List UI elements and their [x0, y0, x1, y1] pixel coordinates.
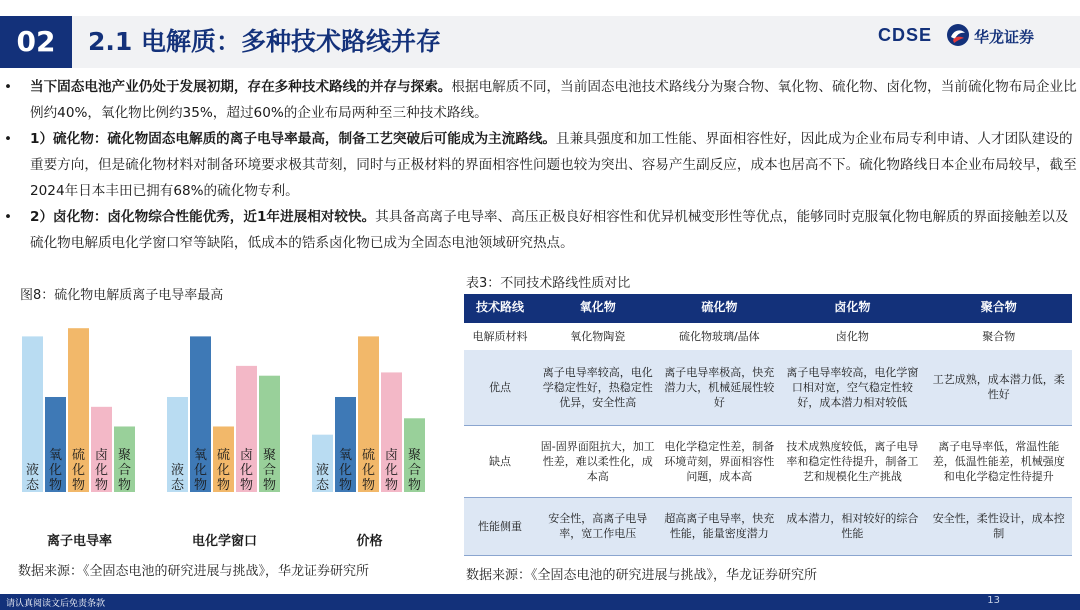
- bar-label: 氧化物: [48, 448, 63, 493]
- figure-title: 图8：硫化物电解质离子电导率最高: [20, 288, 224, 303]
- bullet-bold: 当下固态电池产业仍处于发展初期，存在多种技术路线的并存与探索。: [30, 79, 452, 95]
- table-cell: 硫化物玻璃/晶体: [659, 322, 779, 350]
- bullet-text: 且兼具强度和加工性能、界面相容性好，因此成为企业布局专利申请、人才团队建设的重要方向，但是硫化物材料对制备环境要求极其苛刻，同时与正极材料的界面相容性问题也较为突出、容易产生副反应，成本也居高不下。硫化物路线日本企业布局较早，截至2024年日本丰田已拥有68%的硫化物专利。: [30, 131, 1077, 199]
- dragon-logo-icon: [946, 23, 970, 47]
- page-title: 2.1 电解质：多种技术路线并存: [88, 27, 441, 56]
- table-row-label: 缺点: [464, 425, 536, 497]
- footer-bar: [0, 594, 1080, 610]
- logo-text-en: CDSE: [878, 25, 933, 45]
- category-label: 电化学窗口: [191, 534, 258, 549]
- bar-label: 卤化物: [384, 448, 399, 493]
- bar-label: 硫化物: [216, 448, 231, 493]
- bullet-item: [2, 74, 1078, 126]
- category-label: 离子电导率: [46, 534, 113, 549]
- table-row-label: 电解质材料: [464, 322, 536, 350]
- table-cell: 离子电导率极高，快充潜力大，机械延展性较好: [659, 350, 779, 425]
- table-header-cell: 卤化物: [779, 294, 925, 322]
- figure-source: 数据来源：《全固态电池的研究进展与挑战》，华龙证券研究所: [18, 564, 370, 579]
- table-cell: 固-固界面阻抗大，加工性差，难以柔性化，成本高: [536, 425, 659, 497]
- bullet-text: 其具备高离子电导率、高压正极良好相容性和优异机械变形性等优点，能够同时克服氧化物电解质的界面接触差以及硫化物电解质电化学窗口窄等缺陷，低成本的锆系卤化物已成为全固态电池领域研究热点。: [30, 209, 1069, 251]
- table-cell: 技术成熟度较低，离子电导率和稳定性待提升，制备工艺和规模化生产挑战: [779, 425, 925, 497]
- section-number: 02: [0, 16, 72, 68]
- table-cell: 安全性，柔性设计，成本控制: [926, 497, 1072, 555]
- bar-label: 聚合物: [262, 448, 277, 493]
- bar-label: 硫化物: [361, 448, 376, 493]
- bullet-text: 根据电解质不同，当前固态电池技术路线分为聚合物、氧化物、硫化物、卤化物，当前硫化物布局企业比例约40%，氧化物比例约35%，超过60%的企业布局两种至三种技术路线。: [30, 79, 1077, 121]
- table-row: [464, 350, 1072, 425]
- table-cell: 工艺成熟，成本潜力低，柔性好: [926, 350, 1072, 425]
- bullet-bold: 2）卤化物：卤化物综合性能优秀，近1年进展相对较快。: [30, 209, 376, 225]
- bar-label: 卤化物: [239, 448, 254, 493]
- bar-label: 聚合物: [117, 448, 132, 493]
- bar-label: 硫化物: [71, 448, 86, 493]
- table-cell: 离子电导率较高，电化学窗口相对宽，空气稳定性较好，成本潜力相对较低: [779, 350, 925, 425]
- table-cell: 离子电导率低，常温性能差，低温性能差，机械强度和电化学稳定性待提升: [926, 425, 1072, 497]
- table-cell: 成本潜力，相对较好的综合性能: [779, 497, 925, 555]
- bar-label: 氧化物: [338, 448, 353, 493]
- table-row-label: 性能侧重: [464, 497, 536, 555]
- table-source: 数据来源：《全固态电池的研究进展与挑战》，华龙证券研究所: [466, 568, 818, 583]
- bullet-item: [2, 126, 1078, 204]
- table-header-row: [464, 294, 1072, 322]
- bar-label: 液态: [315, 463, 330, 493]
- bar-label: 聚合物: [407, 448, 422, 493]
- table-header-cell: 技术路线: [464, 294, 536, 322]
- table-cell: 超高离子电导率，快充性能，能量密度潜力: [659, 497, 779, 555]
- table-header-cell: 硫化物: [659, 294, 779, 322]
- bullet-marker: •: [4, 79, 13, 95]
- table-cell: 氧化物陶瓷: [536, 322, 659, 350]
- comparison-table: [464, 294, 1072, 556]
- bullet-bold: 1）硫化物：硫化物固态电解质的离子电导率最高，制备工艺突破后可能成为主流路线。: [30, 131, 557, 147]
- table-cell: 离子电导率较高，电化学稳定性好，热稳定性优异，安全性高: [536, 350, 659, 425]
- table-row: [464, 425, 1072, 497]
- bullet-marker: •: [4, 209, 13, 225]
- table-title: 表3：不同技术路线性质对比: [466, 276, 631, 291]
- company-logo: [878, 23, 1048, 53]
- logo-text-cn: 华龙证券: [974, 28, 1035, 46]
- table-cell: 聚合物: [926, 322, 1072, 350]
- table-row: [464, 497, 1072, 555]
- bullet-list: [2, 74, 1078, 256]
- table-row: [464, 322, 1072, 350]
- table-header-cell: 聚合物: [926, 294, 1072, 322]
- table-header-cell: 氧化物: [536, 294, 659, 322]
- bullet-marker: •: [4, 131, 13, 147]
- table-row-label: 优点: [464, 350, 536, 425]
- bullet-item: [2, 204, 1078, 256]
- page-number: 13: [987, 595, 1000, 606]
- category-label: 价格: [356, 534, 383, 549]
- bar-label: 液态: [25, 463, 40, 493]
- table-cell: 电化学稳定性差，制备环境苛刻，界面相容性问题，成本高: [659, 425, 779, 497]
- bar-label: 液态: [170, 463, 185, 493]
- bar-label: 卤化物: [94, 448, 109, 493]
- table-cell: 卤化物: [779, 322, 925, 350]
- bar-label: 氧化物: [193, 448, 208, 493]
- table-cell: 安全性，高离子电导率，宽工作电压: [536, 497, 659, 555]
- footer-disclaimer: 请认真阅读文后免责条款: [6, 599, 106, 609]
- bar-chart: [10, 302, 450, 556]
